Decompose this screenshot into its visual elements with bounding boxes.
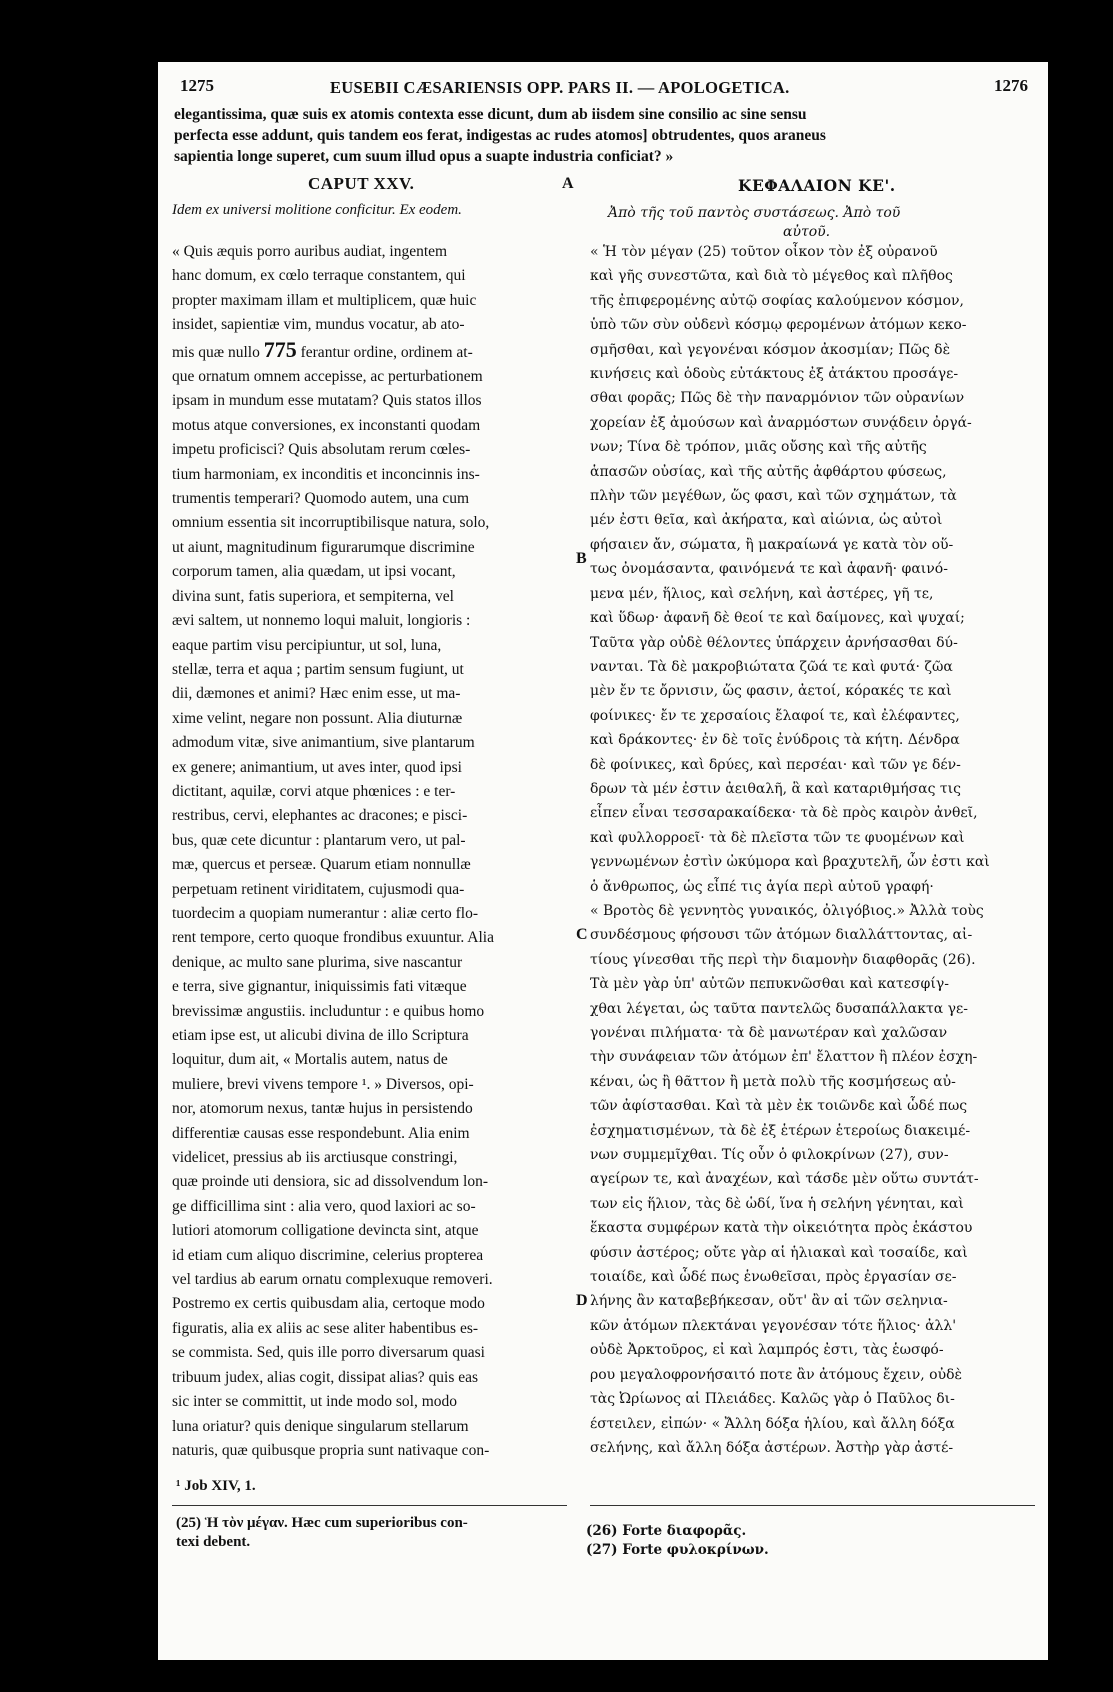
greek-line: σμῆσθαι, καὶ γεγονέναι κόσμον ἀκοσμίαν; Πῶς δὲ xyxy=(590,341,951,358)
page-number-left: 1275 xyxy=(180,76,214,95)
greek-line: τοιαίδε, καὶ ὧδέ πως ἑνωθεῖσαι, πρὸς ἐργασίαν σε- xyxy=(590,1269,957,1286)
latin-line: ipsam in mundum esse mutatam? Quis statos illos xyxy=(172,392,482,410)
latin-line: mæ, quercus et perseæ. Quarum etiam nonnullæ xyxy=(172,856,471,874)
greek-line: λήνης ἂν καταβεβήκεσαν, οὔτ' ἂν αἱ τῶν σεληνια- xyxy=(590,1293,948,1310)
latin-line: vel tardius ab earum ornatu complexuque removeri. xyxy=(172,1271,493,1289)
greek-line: αγείρων τε, καὶ ἀναχέων, καὶ τάσδε μὲν οὕτω συντάτ- xyxy=(590,1171,979,1188)
greek-editor-note-line: (26) Forte διαφορᾶς. xyxy=(586,1523,747,1539)
latin-line: brevissimæ angustiis. includuntur : e quibus homo xyxy=(172,1002,485,1020)
latin-line-tail: ferantur ordine, ordinem at- xyxy=(296,343,473,361)
latin-line: perpetuam retinent viriditatem, cujusmodi qua- xyxy=(172,880,465,898)
carryover-line: sapientia longe superet, cum suum illud opus a suapte industria conficiat? » xyxy=(174,148,674,165)
latin-line: tium harmoniam, ex inconditis et inconcinnis ins- xyxy=(172,465,480,483)
greek-line: καὶ δράκοντες· ἐν δὲ τοῖς ἐνύδροις τὰ κήτη. Δένδρα xyxy=(590,732,960,749)
latin-line: e terra, sive gignantur, iniquissimis fati vitæque xyxy=(172,978,467,996)
latin-line: bus, quæ cete dicuntur : plantarum vero, ut pal- xyxy=(172,831,466,849)
greek-chapter-heading: ΚΕΦΑΛΑΙΟΝ ΚΕ'. xyxy=(738,176,896,195)
latin-line: ex genere; animantium, ut aves inter, quod ipsi xyxy=(172,758,462,776)
greek-line: δρων τὰ μέν ἐστιν ἀειθαλῆ, ἃ καὶ καταριθμήσας τις xyxy=(590,780,961,797)
latin-line: se commista. Sed, quis ille porro diversarum quasi xyxy=(172,1344,485,1362)
latin-line: ge difficillima sint : alia vero, quod laxiori ac so- xyxy=(172,1197,476,1215)
greek-line: νανται. Τὰ δὲ μακροβιώτατα ζῶά τε καὶ φυτά· ζῶα xyxy=(590,658,953,675)
latin-line: omnium essentia sit incorruptibilisque natura, solo, xyxy=(172,514,490,532)
greek-chapter-subtitle-cont: αὐτοῦ. xyxy=(783,224,831,240)
latin-line: id etiam cum aliquo discrimine, celerius propterea xyxy=(172,1246,484,1264)
greek-line: γεννωμένων ἐστὶν ὠκύμορα καὶ βραχυτελῆ, ὧν ἐστι καὶ xyxy=(590,854,990,871)
latin-line: lutiori atomorum colligatione devincta sint, atque xyxy=(172,1222,479,1240)
running-title: EUSEBII CÆSARIENSIS OPP. PARS II. — APOLOGETICA. xyxy=(330,78,790,97)
greek-editor-notes xyxy=(586,1522,769,1560)
greek-line: μὲν ἔν τε ὄρνισιν, ὥς φασιν, ἀετοί, κόρακές τε καὶ xyxy=(590,683,952,700)
latin-line: dii, dæmones et animi? Hæc enim esse, ut ma- xyxy=(172,685,461,703)
greek-line: τῶν ἀφίστασθαι. Καὶ τὰ μὲν ἐκ τοιῶνδε καὶ ὧδέ πως xyxy=(590,1098,968,1115)
latin-line: impetu proficisci? Quis absolutam rerum cœles- xyxy=(172,441,471,459)
greek-line: έστειλεν, εἰπών· « Ἄλλη δόξα ἡλίου, καὶ ἄλλη δόξα xyxy=(590,1415,955,1432)
greek-line: χθαι λέγεται, ὡς ταῦτα παντελῶς δυσαπάλλακτα γε- xyxy=(590,1000,969,1017)
latin-line: muliere, brevi vivens tempore ¹. » Diversos, opi- xyxy=(172,1075,474,1093)
margin-marker-b: B xyxy=(576,550,587,567)
page xyxy=(158,62,1048,1660)
greek-line: ἕκαστα συμφέρων κατὰ τὴν οἰκειότητα πρὸς ἑκάστου xyxy=(590,1220,973,1237)
running-head xyxy=(180,76,1028,100)
greek-line: ἐσχηματισμένων, τὰ δὲ ἐξ ἑτέρων ἑτεροίως διακειμέ- xyxy=(590,1122,971,1139)
greek-chapter-subtitle: Ἀπὸ τῆς τοῦ παντὸς συστάσεως. Ἀπὸ τοῦ xyxy=(608,205,901,221)
latin-line: quæ proinde uti densiora, sic ad dissolvendum lon- xyxy=(172,1173,488,1191)
latin-line: dictitant, aquilæ, corvi atque phœnices : e ter- xyxy=(172,782,456,800)
latin-line: Postremo ex certis quibusdam alia, certoque modo xyxy=(172,1295,485,1313)
latin-editor-note xyxy=(176,1514,468,1552)
greek-line: φοίνικες· ἔν τε χερσαίοις ἔλαφοί τε, καὶ ἐλέφαντες, xyxy=(590,707,960,724)
greek-line: « Βροτὸς δὲ γεννητὸς γυναικός, ὀλιγόβιος.» Ἀλλὰ τοὺς xyxy=(590,902,984,919)
latin-line-with-number xyxy=(172,338,572,365)
greek-editor-note-line: (27) Forte φυλοκρίνων. xyxy=(586,1542,769,1558)
greek-line: οὐδὲ Ἀρκτοῦρος, εἰ καὶ λαμπρός ἐστι, τὰς ἑωσφό- xyxy=(590,1342,944,1359)
latin-line: stellæ, terra et aqua ; partim sensum fugiunt, ut xyxy=(172,660,464,678)
latin-editor-note-line: texi debent. xyxy=(176,1534,251,1550)
greek-column xyxy=(590,240,1035,1460)
greek-line: σθαι φορᾶς; Πῶς δὲ τὴν παναρμόνιον τῶν οὐρανίων xyxy=(590,390,965,407)
greek-line: εἶπεν εἶναι τεσσαρακαίδεκα· τὰ δὲ πρὸς καιρὸν ἀνθεῖ, xyxy=(590,805,978,822)
latin-editor-note-line: (25) Ἡ τὸν μέγαν. Hæc cum superioribus con- xyxy=(176,1515,468,1531)
latin-line: sic inter se committit, ut inde modo sol, modo xyxy=(172,1393,458,1411)
footnote-rule-left xyxy=(172,1505,567,1506)
latin-line: ævi saltem, ut nonnemo loqui maluit, longioris : xyxy=(172,612,471,630)
greek-line: ἁπασῶν οὐσίας, καὶ τῆς αὐτῆς ἀφθάρτου φύσεως, xyxy=(590,463,947,480)
footnote-rule-right xyxy=(590,1505,1035,1506)
greek-line: φύσιν ἀστέρος; οὔτε γὰρ αἱ ἡλιακαὶ καὶ τοσαίδε, καὶ xyxy=(590,1244,968,1261)
latin-chapter-heading: CAPUT XXV. xyxy=(308,174,415,193)
latin-line: differentiæ causas esse respondebunt. Alia enim xyxy=(172,1124,470,1142)
latin-line: etiam ipse est, ut alicubi divina de illo Scriptura xyxy=(172,1027,469,1044)
latin-line: denique, ac multo sane plurima, sive nascantur xyxy=(172,953,463,971)
latin-column xyxy=(172,240,572,1463)
latin-line: divina sunt, fatis superiora, et sempiterna, vel xyxy=(172,587,454,605)
greek-line: νων συμμεμῖχθαι. Τίς οὖν ὁ φιλοκρίνων (27), συν- xyxy=(590,1147,949,1164)
greek-line: φήσαιεν ἄν, σώματα, ἢ μακραίωνά γε κατὰ τὸν οὕ- xyxy=(590,536,954,553)
latin-line: ut aiunt, magnitudinum figurarumque discrimine xyxy=(172,538,475,556)
latin-line: naturis, quæ quibusque propria sunt nativaque con- xyxy=(172,1441,490,1459)
page-number-right: 1276 xyxy=(994,76,1028,95)
latin-footnote-reference: ¹ Job XIV, 1. xyxy=(176,1478,256,1494)
latin-line: tuordecim a quopiam numerantur : aliæ certo flo- xyxy=(172,904,479,922)
latin-line: insidet, sapientiæ vim, mundus vocatur, ab ato- xyxy=(172,316,465,334)
greek-line: πλὴν τῶν μεγέθων, ὥς φασι, καὶ τῶν σχημάτων, τὰ xyxy=(590,488,957,505)
margin-marker-c: C xyxy=(576,926,588,943)
latin-line: tribuum judex, alias cogit, dissipat alias? quis eas xyxy=(172,1368,479,1386)
latin-line: xime velint, negare non possunt. Alia diuturnæ xyxy=(172,709,463,727)
greek-line: δὲ φοίνικες, καὶ δρύες, καὶ περσέαι· καὶ τῶν γε δέν- xyxy=(590,756,961,773)
inline-page-number: 775 xyxy=(263,337,297,362)
margin-marker-a: A xyxy=(562,175,574,192)
greek-line: τὰς Ὠρίωνος αἱ Πλειάδες. Καλῶς γὰρ ὁ Παῦλος δι- xyxy=(590,1391,955,1408)
latin-line: figuratis, alia ex aliis ac sese aliter habentibus es- xyxy=(172,1319,479,1337)
greek-line: τὴν συνάφειαν τῶν ἀτόμων ἐπ' ἔλαττον ἢ πλέον ἐσχη- xyxy=(590,1049,978,1066)
latin-line: loquitur, dum ait, « Mortalis autem, natus de xyxy=(172,1051,448,1069)
greek-line: ρου μεγαλοφρονήσαιτό ποτε ἂν ἀτόμους ἔχειν, οὐδὲ xyxy=(590,1366,963,1383)
greek-line: τίους γίνεσθαι τῆς περὶ τὴν διαμονὴν διαφθορᾶς (26). xyxy=(590,951,976,968)
greek-line: Ταῦτα γὰρ οὐδὲ θέλοντες ὑπάρχειν ἀρνήσασθαι δύ- xyxy=(590,634,958,651)
latin-line: motus atque conversiones, ex inconstanti quodam xyxy=(172,416,481,434)
latin-line: nor, atomorum nexus, tantæ hujus in persistendo xyxy=(172,1100,473,1118)
latin-line: restribus, cervi, elephantes ac dracones; e pisci- xyxy=(172,807,468,825)
latin-line: luna oriatur? quis denique singularum stellarum xyxy=(172,1417,469,1435)
carryover-line: perfecta esse addunt, quis tandem eos ferat, indigestas ac rudes atomos] obtrudentes, quos araneus xyxy=(174,127,826,144)
greek-line: « Ἡ τὸν μέγαν (25) τοῦτον οἶκον τὸν ἐξ οὐρανοῦ xyxy=(590,244,938,260)
greek-line: σελήνης, καὶ ἄλλη δόξα ἀστέρων. Ἀστὴρ γὰρ ἀστέ- xyxy=(590,1439,954,1456)
latin-chapter-subtitle: Idem ex universi molitione conficitur. Ex eodem. xyxy=(172,202,462,218)
greek-line: μέν ἐστι θεῖα, καὶ ἀκήρατα, καὶ αἰώνια, ὡς αὐτοὶ xyxy=(590,512,943,529)
greek-line: καὶ ὕδωρ· ἀφανῆ δὲ θεοί τε καὶ δαίμονες, καὶ ψυχαί; xyxy=(590,610,965,627)
latin-line: que ornatum omnem accepisse, ac perturbationem xyxy=(172,368,483,386)
greek-line: κινήσεις καὶ ὁδοὺς εὐτάκτους ἐξ ἀτάκτου προσάγε- xyxy=(590,366,959,383)
greek-line: ὑπὸ τῶν σὺν οὐδενὶ κόσμῳ φερομένων ἀτόμων κεκο- xyxy=(590,317,967,334)
greek-line: Τὰ μὲν γὰρ ὑπ' αὐτῶν πεπυκνῶσθαι καὶ κατεσφίγ- xyxy=(590,976,949,993)
carryover-text xyxy=(174,104,1034,167)
greek-line: τῆς ἐπιφερομένης αὐτῷ σοφίας καλούμενον κόσμον, xyxy=(590,292,964,309)
latin-line: trumentis temperari? Quomodo autem, una cum xyxy=(172,490,469,508)
greek-line: καὶ γῆς συνεστῶτα, καὶ διὰ τὸ μέγεθος καὶ πλῆθος xyxy=(590,268,953,285)
margin-marker-d: D xyxy=(576,1292,588,1309)
greek-line: γονέναι πιλήματα· τὰ δὲ μανωτέραν καὶ χαλῶσαν xyxy=(590,1025,948,1041)
latin-line: videlicet, pressius ab iis arctiusque constringi, xyxy=(172,1149,458,1167)
greek-line: χορείαν ἐξ ἀμούσων καὶ ἀναρμόστων συνᾴδειν ὀργά- xyxy=(590,414,972,431)
greek-line: τως ὀνομάσαντα, φαινόμενά τε καὶ ἀφανῆ· φαινό- xyxy=(590,561,948,578)
latin-line-head: mis quæ nullo xyxy=(172,343,264,361)
greek-line: καὶ φυλλορροεῖ· τὰ δὲ πλεῖστα τῶν τε φυομένων καὶ xyxy=(590,829,965,846)
greek-line: κέναι, ὡς ἢ θᾶττον ἢ μετὰ πολὺ τῆς κοσμήσεως αὐ- xyxy=(590,1073,956,1090)
greek-line: νων; Τίνα δὲ τρόπον, μιᾶς οὔσης καὶ τῆς αὐτῆς xyxy=(590,439,927,456)
latin-line: admodum vitæ, sive animantium, sive plantarum xyxy=(172,734,475,752)
latin-line: hanc domum, ex cœlo terraque constantem, qui xyxy=(172,267,466,285)
greek-line: ὁ ἄνθρωπος, ὡς εἶπέ τις ἁγία περὶ αὐτοῦ γραφή· xyxy=(590,878,934,895)
greek-line: των εἰς ἥλιον, τὰς δὲ ὡδί, ἵνα ἡ σελήνη γένηται, καὶ xyxy=(590,1195,964,1212)
latin-line: « Quis æquis porro auribus audiat, ingentem xyxy=(172,243,448,260)
latin-line: propter maximam illam et multiplicem, quæ huic xyxy=(172,291,477,309)
latin-line: rent tempore, certo quoque frondibus exuuntur. Alia xyxy=(172,929,494,947)
greek-line: μενα μέν, ἥλιος, καὶ σελήνη, καὶ ἀστέρες, γῆ τε, xyxy=(590,585,934,602)
carryover-line: elegantissima, quæ suis ex atomis contexta esse dicunt, dum ab iisdem sine consilio ac sine sensu xyxy=(174,106,807,123)
greek-line: συνδέσμους φήσουσι τῶν ἀτόμων διαλλάττοντας, αἰ- xyxy=(590,927,973,944)
greek-line: κῶν ἀτόμων πλεκτάναι γεγονέσαν τότε ἥλιος· ἀλλ' xyxy=(590,1317,957,1334)
latin-line: corporum tamen, alia quædam, ut ipsi vocant, xyxy=(172,563,456,581)
latin-line: eaque partim visu percipiuntur, ut sol, luna, xyxy=(172,636,442,654)
